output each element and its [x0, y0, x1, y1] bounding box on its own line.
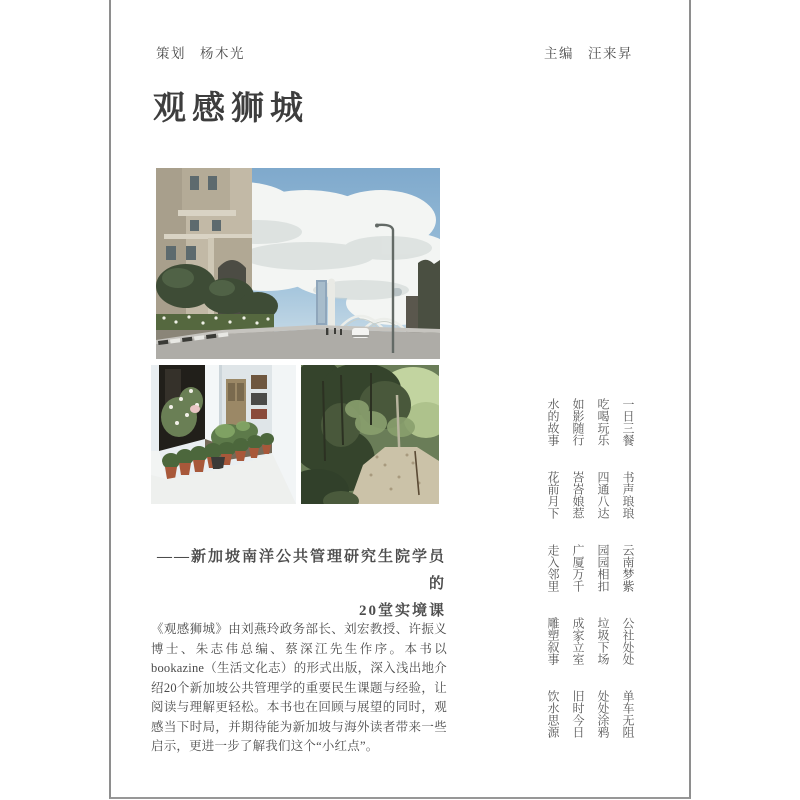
chapter-title: 峇峇娘惹	[571, 471, 585, 519]
editor-name: 汪来昇	[588, 46, 633, 61]
subtitle-line2: 20堂实境课	[358, 603, 446, 619]
editor-credit	[544, 42, 633, 62]
chapter-title: 如影随行	[571, 398, 585, 446]
chapter-title: 走入邻里	[546, 544, 560, 592]
planner-label: 策划	[156, 46, 186, 61]
chapter-row	[544, 471, 634, 521]
potted-plants-illustration	[151, 365, 296, 504]
chapter-row	[544, 544, 634, 594]
chapter-title: 园园相扣	[596, 544, 610, 592]
planner-credit	[156, 42, 245, 62]
chapter-list	[544, 398, 634, 740]
chapter-title: 四通八达	[596, 471, 610, 519]
street-scene-illustration	[156, 168, 440, 359]
chapter-row	[544, 398, 634, 448]
chapter-title: 书声琅琅	[621, 471, 635, 519]
forest-trail-photo	[301, 365, 439, 504]
editor-label: 主编	[544, 46, 574, 61]
chapter-title: 单车无阻	[621, 690, 635, 738]
chapter-title: 吃喝玩乐	[596, 398, 610, 446]
subtitle	[156, 544, 446, 625]
chapter-row	[544, 690, 634, 740]
book-title: 观感狮城	[153, 91, 309, 127]
chapter-title: 雕塑叙事	[546, 617, 560, 665]
chapter-row	[544, 617, 634, 667]
planner-name: 杨木光	[200, 46, 245, 61]
subtitle-line1: ——新加坡南洋公共管理研究生院学员的	[156, 549, 446, 592]
chapter-title: 公社处处	[621, 617, 635, 665]
chapter-title: 处处涂鸦	[596, 690, 610, 738]
street-scene-photo	[156, 168, 440, 359]
chapter-title: 云南梦紫	[621, 544, 635, 592]
chapter-title: 成家立室	[571, 617, 585, 665]
chapter-title: 旧时今日	[571, 690, 585, 738]
book-cover	[109, 0, 691, 799]
description-paragraph: 《观感狮城》由刘燕玲政务部长、刘宏教授、许振义博士、朱志伟总编、蔡深江先生作序。本书以bookazine（生活文化志）的形式出版，深入浅出地介绍20个新加坡公共管理学的重要民生课题与经验，让阅读与理解更轻松。本书也在回顾与展望的同时，观感当下时局，并期待能为新加坡与海外读者带来一些启示，更进一步了解我们这个“小红点”。	[151, 622, 447, 753]
forest-trail-illustration	[301, 365, 439, 504]
chapter-title: 广厦万千	[571, 544, 585, 592]
chapter-title: 垃圾下场	[596, 617, 610, 665]
chapter-title: 水的故事	[546, 398, 560, 446]
potted-plants-photo	[151, 365, 296, 504]
chapter-title: 花前月下	[546, 471, 560, 519]
chapter-title: 饮水思源	[546, 690, 560, 738]
chapter-title: 一日三餐	[621, 398, 635, 446]
